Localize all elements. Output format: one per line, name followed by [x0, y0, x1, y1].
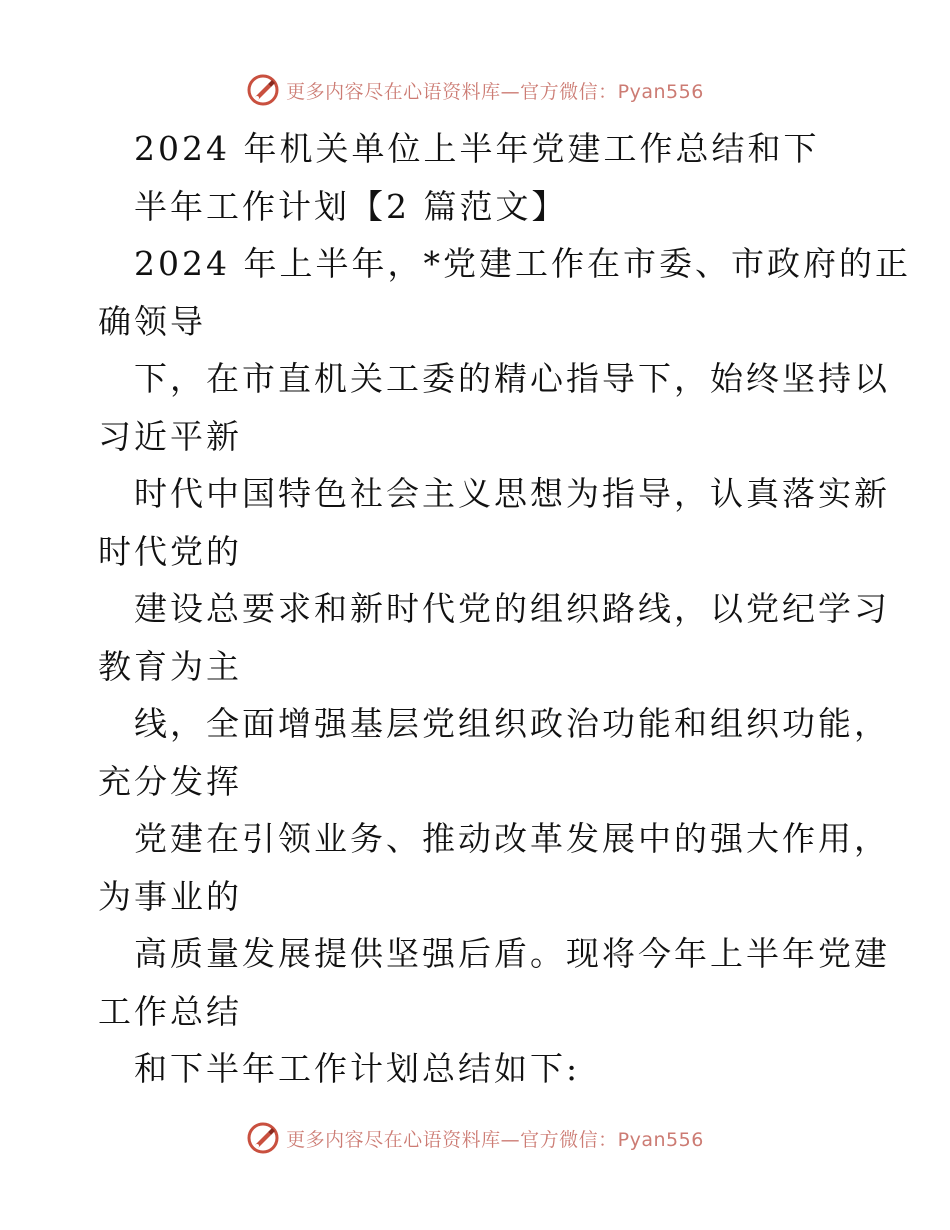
paragraph-line: 工作总结	[98, 991, 242, 1031]
paragraph-line: 党建在引领业务、推动改革发展中的强大作用，	[134, 819, 890, 858]
paragraph-line: 2024 年上半年，*党建工作在市委、市政府的正	[134, 244, 911, 283]
pen-seal-logo-icon	[246, 1121, 280, 1155]
document-title-line-1: 2024 年机关单位上半年党建工作总结和下	[134, 129, 820, 168]
paragraph-line: 教育为主	[98, 646, 242, 686]
pen-seal-logo-icon	[246, 73, 280, 107]
paragraph-line: 建设总要求和新时代党的组织路线，以党纪学习	[134, 589, 890, 628]
document-body	[98, 120, 911, 1098]
footer-watermark	[0, 1118, 950, 1158]
paragraph-line: 习近平新	[98, 416, 242, 456]
paragraph-line: 线，全面增强基层党组织政治功能和组织功能，	[134, 704, 890, 743]
paragraph-line: 确领导	[98, 301, 206, 341]
paragraph-line: 充分发挥	[98, 761, 242, 801]
paragraph-line: 和下半年工作计划总结如下:	[134, 1049, 581, 1088]
paragraph-line: 时代中国特色社会主义思想为指导，认真落实新	[134, 474, 890, 513]
paragraph-line: 高质量发展提供坚强后盾。现将今年上半年党建	[134, 934, 890, 973]
paragraph-line: 下，在市直机关工委的精心指导下，始终坚持以	[134, 359, 890, 398]
paragraph-line: 为事业的	[98, 876, 242, 916]
document-title-line-2: 半年工作计划【2 篇范文】	[134, 186, 568, 226]
header-watermark	[0, 70, 950, 110]
paragraph-line: 时代党的	[98, 531, 242, 571]
watermark-text: 更多内容尽在心语资料库—官方微信：Pyan556	[286, 1128, 704, 1151]
watermark-text: 更多内容尽在心语资料库—官方微信：Pyan556	[286, 80, 704, 103]
